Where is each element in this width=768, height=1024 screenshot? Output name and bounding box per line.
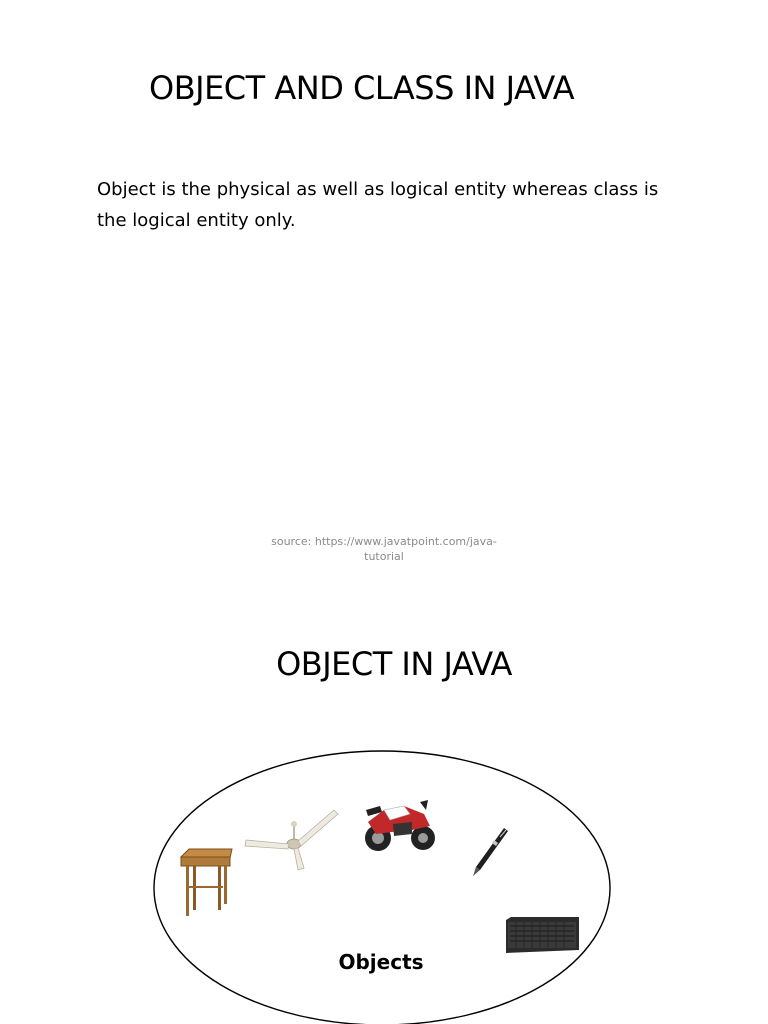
motorcycle-icon (365, 800, 435, 851)
ceiling-fan-icon (245, 810, 338, 870)
objects-diagram (0, 740, 768, 1024)
objects-label: Objects (338, 950, 424, 974)
pen-icon (473, 828, 508, 876)
table-icon (181, 849, 232, 916)
slide-title: OBJECT AND CLASS IN JAVA (149, 69, 575, 107)
keyboard-icon (506, 917, 579, 953)
body-text: Object is the physical as well as logical entity whereas class is the logical entity only. (97, 179, 659, 231)
slide2-title: OBJECT IN JAVA (276, 645, 512, 683)
source-note: source: https://www.javatpoint.com/java-tutorial (271, 535, 497, 563)
